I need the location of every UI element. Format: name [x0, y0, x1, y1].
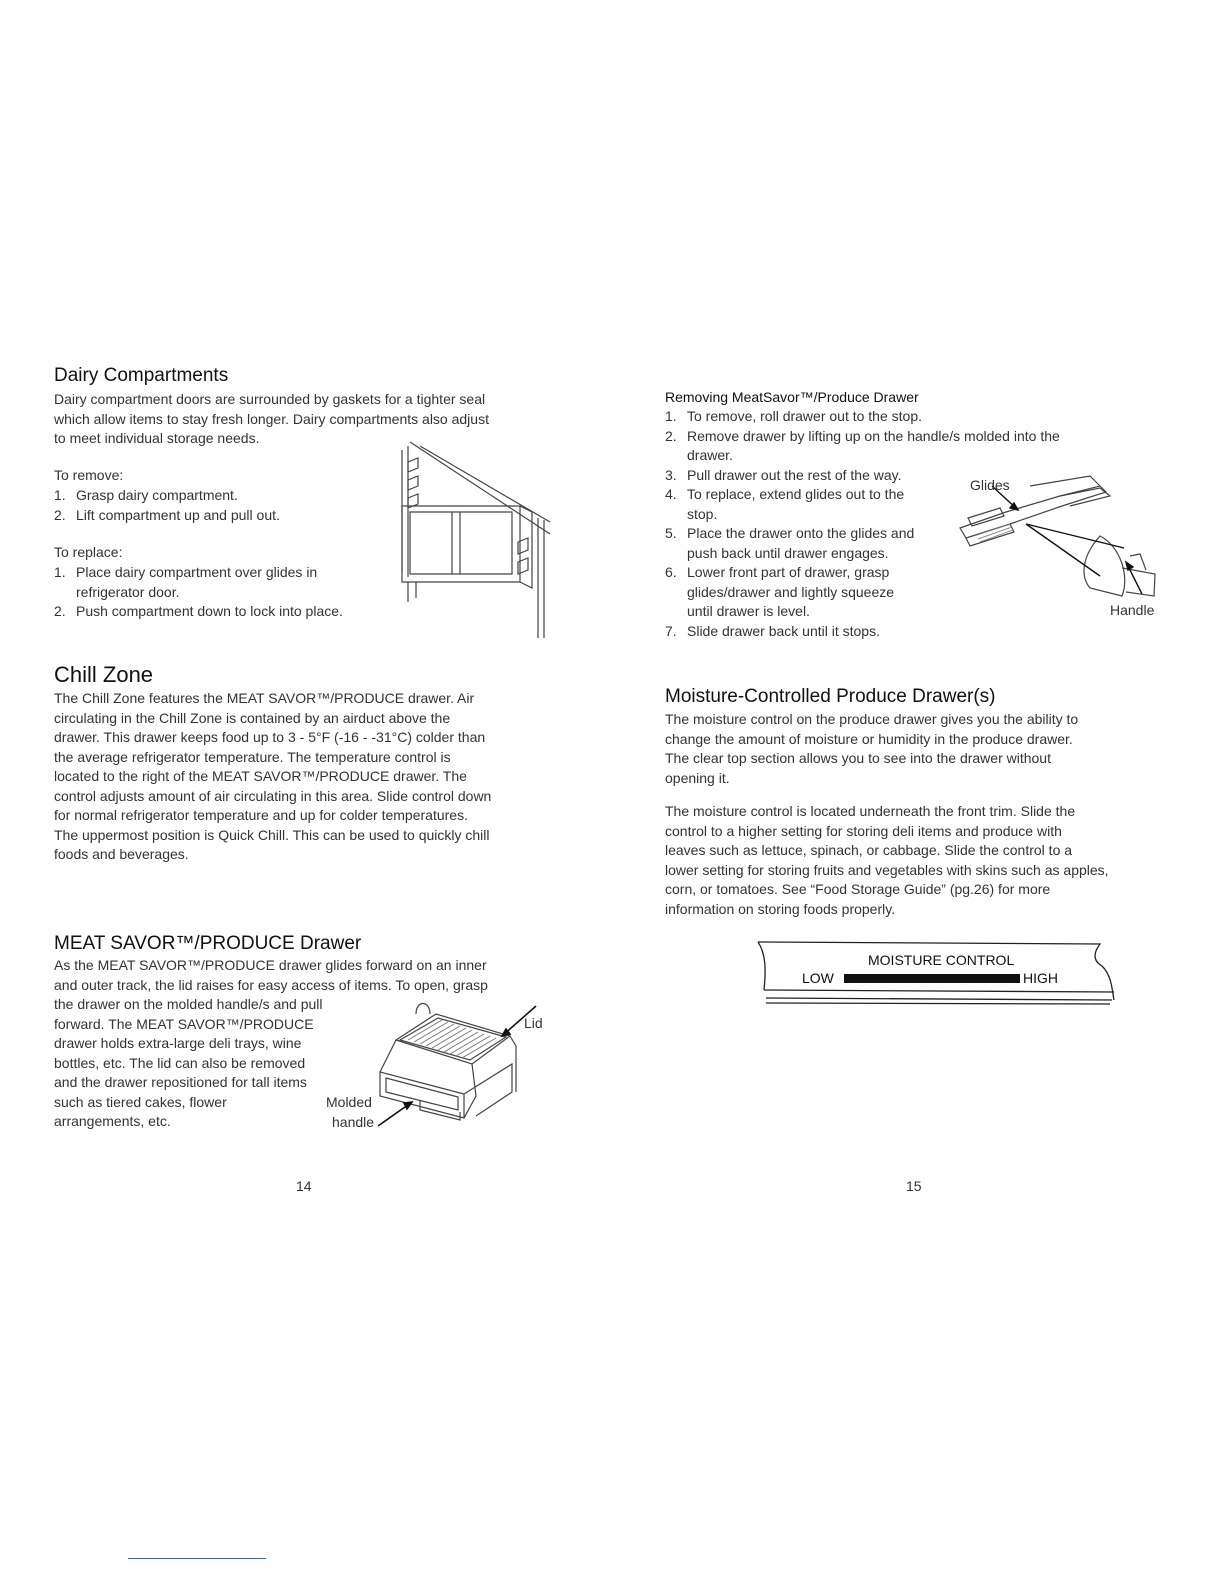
- dairy-title: Dairy Compartments: [54, 365, 229, 386]
- step-number: 2.: [54, 506, 66, 523]
- moisture-para-1: [665, 710, 1078, 788]
- list-item: [54, 506, 280, 526]
- step-text: stop.: [687, 505, 718, 522]
- text-line: the average refrigerator temperature. The temperature control is: [54, 748, 451, 765]
- page-number-right: 15: [906, 1178, 922, 1194]
- step-number: 2.: [54, 603, 66, 619]
- chill-zone-text: [54, 689, 491, 865]
- step-text: push back until drawer engages.: [687, 544, 889, 561]
- step-number: 7.: [665, 622, 677, 639]
- step-text: Lift compartment up and pull out.: [76, 506, 280, 523]
- replace-heading: To replace:: [54, 544, 123, 560]
- step-text: To replace, extend glides out to the: [687, 486, 905, 502]
- lid-label: Lid: [524, 1015, 543, 1031]
- text-line: The Chill Zone features the MEAT SAVOR™/PRODUCE drawer. Air: [54, 690, 475, 706]
- moisture-control-title: MOISTURE CONTROL: [868, 952, 1015, 968]
- text-line: The moisture control is located underneath the front trim. Slide the: [665, 803, 1076, 819]
- glides-illustration: [950, 476, 1170, 606]
- step-text: Remove drawer by lifting up on the handle/s molded into the: [687, 427, 1060, 444]
- text-line: Dairy compartment doors are surrounded by gaskets for a tighter seal: [54, 391, 486, 407]
- list-item: [665, 622, 1060, 642]
- dairy-door-illustration: [380, 442, 560, 642]
- text-line: and outer track, the lid raises for easy access of items. To open, grasp: [54, 976, 488, 993]
- list-item: [54, 602, 343, 622]
- text-line: The uppermost position is Quick Chill. This can be used to quickly chill: [54, 826, 490, 843]
- step-number: 2.: [665, 427, 677, 444]
- moisture-low-label: LOW: [802, 970, 834, 986]
- text-line: arrangements, etc.: [54, 1113, 171, 1129]
- footer-rule: [128, 1558, 266, 1559]
- dairy-intro: [54, 390, 489, 449]
- list-item: [54, 486, 280, 506]
- step-text: Grasp dairy compartment.: [76, 487, 238, 503]
- step-number: 1.: [665, 408, 677, 424]
- text-line: such as tiered cakes, flower: [54, 1093, 227, 1110]
- step-text: Lower front part of drawer, grasp: [687, 564, 890, 580]
- text-line: leaves such as lettuce, spinach, or cabbage. Slide the control to a: [665, 842, 1073, 858]
- step-number: 4.: [665, 486, 677, 502]
- text-line: The moisture control on the produce drawer gives you the ability to: [665, 711, 1079, 727]
- text-line: control adjusts amount of air circulating in this area. Slide control down: [54, 787, 492, 804]
- moisture-slider-track: [844, 974, 1020, 983]
- page-number-left: 14: [296, 1178, 312, 1194]
- text-line: for normal refrigerator temperature and up for colder temperatures.: [54, 807, 468, 823]
- remove-steps: [54, 486, 280, 525]
- text-line: bottles, etc. The lid can also be removed: [54, 1054, 306, 1071]
- list-item: [665, 407, 1060, 427]
- step-text: Slide drawer back until it stops.: [687, 622, 880, 639]
- step-text: Place the drawer onto the glides and: [687, 525, 915, 541]
- text-line: change the amount of moisture or humidity in the produce drawer.: [665, 730, 1073, 747]
- step-text: refrigerator door.: [76, 583, 180, 600]
- text-line: to meet individual storage needs.: [54, 430, 260, 446]
- text-line: The clear top section allows you to see into the drawer without: [665, 750, 1051, 766]
- replace-steps: [54, 563, 343, 622]
- step-text: Pull drawer out the rest of the way.: [687, 466, 902, 483]
- molded-label: Molded: [326, 1094, 372, 1110]
- handle-label-right: Handle: [1110, 602, 1155, 618]
- step-number: 6.: [665, 564, 677, 580]
- moisture-title: Moisture-Controlled Produce Drawer(s): [665, 686, 996, 707]
- text-line: foods and beverages.: [54, 846, 189, 862]
- step-number: 1.: [54, 487, 66, 503]
- text-line: the drawer on the molded handle/s and pull: [54, 996, 323, 1012]
- glides-label: Glides: [970, 477, 1010, 493]
- text-line: drawer holds extra-large deli trays, wine: [54, 1035, 302, 1051]
- text-line: drawer. This drawer keeps food up to 3 - 5°F (-16 - -31°C) colder than: [54, 729, 486, 745]
- text-line: forward. The MEAT SAVOR™/PRODUCE: [54, 1015, 314, 1032]
- text-line: corn, or tomatoes. See “Food Storage Guide” (pg.26) for more: [665, 881, 1051, 897]
- list-item: [665, 427, 1060, 466]
- text-line: and the drawer repositioned for tall items: [54, 1074, 307, 1090]
- removing-title: Removing MeatSavor™/Produce Drawer: [665, 389, 919, 405]
- step-text: To remove, roll drawer out to the stop.: [687, 408, 922, 424]
- step-number: 3.: [665, 466, 677, 483]
- step-text: drawer.: [687, 447, 733, 463]
- step-text: until drawer is level.: [687, 603, 810, 619]
- step-text: glides/drawer and lightly squeeze: [687, 583, 895, 600]
- text-line: information on storing foods properly.: [665, 900, 896, 917]
- text-line: which allow items to stay fresh longer. Dairy compartments also adjust: [54, 410, 489, 427]
- text-line: As the MEAT SAVOR™/PRODUCE drawer glides forward on an inner: [54, 957, 487, 973]
- handle-label: handle: [332, 1114, 375, 1130]
- text-line: located to the right of the MEAT SAVOR™/PRODUCE drawer. The: [54, 768, 467, 784]
- moisture-high-label: HIGH: [1023, 970, 1058, 986]
- list-item: [54, 563, 343, 602]
- step-number: 5.: [665, 525, 677, 541]
- text-line: opening it.: [665, 769, 730, 786]
- chill-zone-title: Chill Zone: [54, 662, 154, 687]
- text-line: circulating in the Chill Zone is contained by an airduct above the: [54, 709, 451, 726]
- step-text: Place dairy compartment over glides in: [76, 564, 318, 580]
- moisture-para-2: [665, 802, 1109, 919]
- remove-heading: To remove:: [54, 467, 124, 483]
- text-line: lower setting for storing fruits and vegetables with skins such as apples,: [665, 861, 1109, 878]
- drawer-illustration: [360, 1000, 530, 1130]
- meat-savor-title: MEAT SAVOR™/PRODUCE Drawer: [54, 933, 362, 954]
- text-line: control to a higher setting for storing deli items and produce with: [665, 822, 1062, 839]
- step-number: 1.: [54, 564, 66, 580]
- step-text: Push compartment down to lock into place.: [76, 603, 343, 619]
